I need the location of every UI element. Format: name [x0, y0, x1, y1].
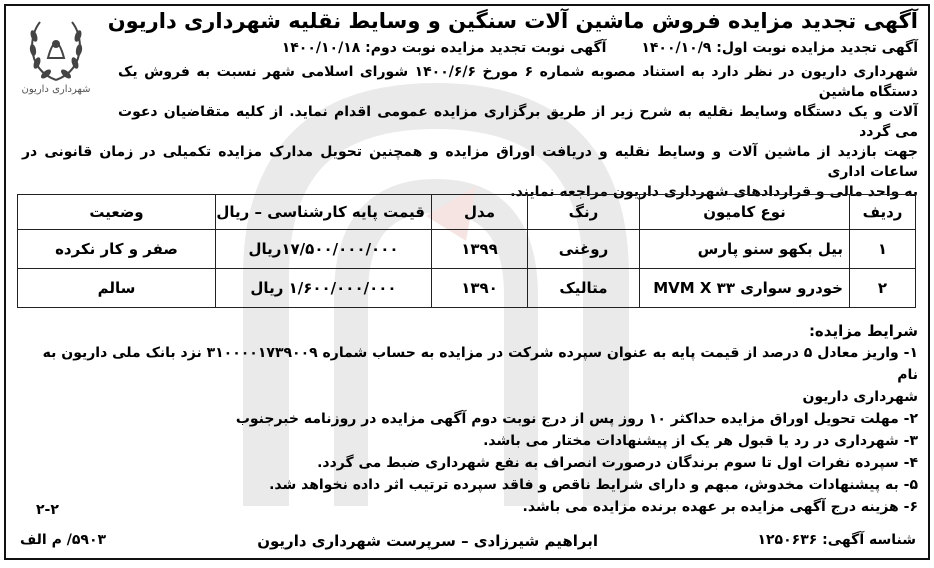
row-number: ۱	[850, 230, 916, 269]
ad-page	[4, 4, 930, 560]
intro-paragraph	[22, 62, 919, 202]
ad-id: شناسه آگهی: ۱۲۵۰۶۳۶	[757, 532, 916, 548]
table-row	[18, 230, 916, 269]
items-table	[17, 194, 916, 308]
table-header-row	[18, 195, 916, 230]
ad-title: آگهی تجدید مزایده فروش ماشین آلات سنگین و وسایط نقلیه شهرداری داریون	[107, 9, 918, 33]
base-price: ۱/۶۰۰/۰۰۰/۰۰۰ ریال	[216, 269, 432, 308]
first-round-date: آگهی تجدید مزایده نوبت اول: ۱۴۰۰/۱۰/۹	[641, 40, 918, 56]
intro-line: به واحد مالی و قراردادهای شهرداری داریون مراجعه نمایند.	[510, 184, 918, 200]
row-number: ۲	[850, 269, 916, 308]
column-header: قیمت پایه کارشناسی – ریال	[216, 195, 432, 230]
vehicle-model: ۱۳۹۰	[432, 269, 528, 308]
condition-item: ۴- سپرده نفرات اول تا سوم برندگان درصورت انصراف به نفع شهرداری ضبط می گردد.	[317, 455, 918, 471]
condition-item: ۶- هزینه درج آگهی مزایده بر عهده برنده مزایده می باشد.	[522, 499, 918, 515]
column-header: وضعیت	[18, 195, 216, 230]
municipality-logo	[14, 14, 98, 106]
vehicle-color: متالیک	[528, 269, 640, 308]
second-round-date: آگهی نوبت تجدید مزایده نوبت دوم: ۱۴۰۰/۱۰/۱۸	[281, 40, 607, 56]
vehicle-type: بیل بکهو سنو پارس	[640, 230, 850, 269]
condition-item: ۵- به پیشنهادات مخدوش، مبهم و دارای شرایط ناقص و فاقد سپرده ترتیب اثر داده نخواهد شد.	[269, 477, 918, 493]
column-header: مدل	[432, 195, 528, 230]
conditions-heading: شرایط مزایده:	[808, 322, 918, 340]
auction-conditions	[18, 320, 918, 518]
intro-line: آلات و یک دستگاه وسایط نقلیه به شرح زیر از طریق برگزاری مزایده عمومی اقدام نماید. از کلیه متقاضیان دعوت می گردد	[118, 104, 918, 140]
column-header: ردیف	[850, 195, 916, 230]
wreath-emblem-icon	[24, 14, 88, 86]
intro-line: جهت بازدید از ماشین آلات و وسایط نقلیه و دریافت اوراق مزایده و همچنین تحویل مدارک مزایده تکمیلی در زمان قانونی در ساعات اداری	[22, 144, 918, 180]
intro-line: شهرداری داریون در نظر دارد به استناد مصوبه شماره ۶ مورخ ۱۴۰۰/۶/۶ شورای اسلامی شهر نسبت به فروش یک دستگاه ماشین	[118, 64, 919, 100]
signature: ابراهیم شیرزادی – سرپرست شهرداری داریون	[257, 532, 598, 550]
vehicle-status: سالم	[18, 269, 216, 308]
condition-item: ۲- مهلت تحویل اوراق مزایده حداکثر ۱۰ روز پس از درج نوبت دوم آگهی مزایده در روزنامه خبرجنوب	[235, 411, 918, 427]
table-row	[18, 269, 916, 308]
ad-dates	[128, 40, 918, 56]
column-header: رنگ	[528, 195, 640, 230]
vehicle-type: خودرو سواری MVM X ۳۳	[640, 269, 850, 308]
ad-code: ۵۹۰۳/ م الف	[20, 532, 107, 548]
base-price: ۱۷/۵۰۰/۰۰۰/۰۰۰ریال	[216, 230, 432, 269]
condition-item: شهرداری داریون	[802, 389, 918, 405]
vehicle-model: ۱۳۹۹	[432, 230, 528, 269]
column-header: نوع کامیون	[640, 195, 850, 230]
vehicle-color: روغنی	[528, 230, 640, 269]
condition-item: ۱- واریز معادل ۵ درصد از قیمت پایه به عنوان سپرده شرکت در مزایده به حساب شماره ۳۱۰۰۰۰۱۷۳۹۰۰۹ نزد بانک ملی داریون به نام	[42, 345, 918, 383]
page-reference: ۲-۲	[36, 502, 59, 518]
condition-item: ۳- شهرداری در رد یا قبول هر یک از پیشنهادات مختار می باشد.	[483, 433, 918, 449]
logo-caption: شهرداری داریون	[21, 84, 91, 95]
vehicle-status: صفر و کار نکرده	[18, 230, 216, 269]
